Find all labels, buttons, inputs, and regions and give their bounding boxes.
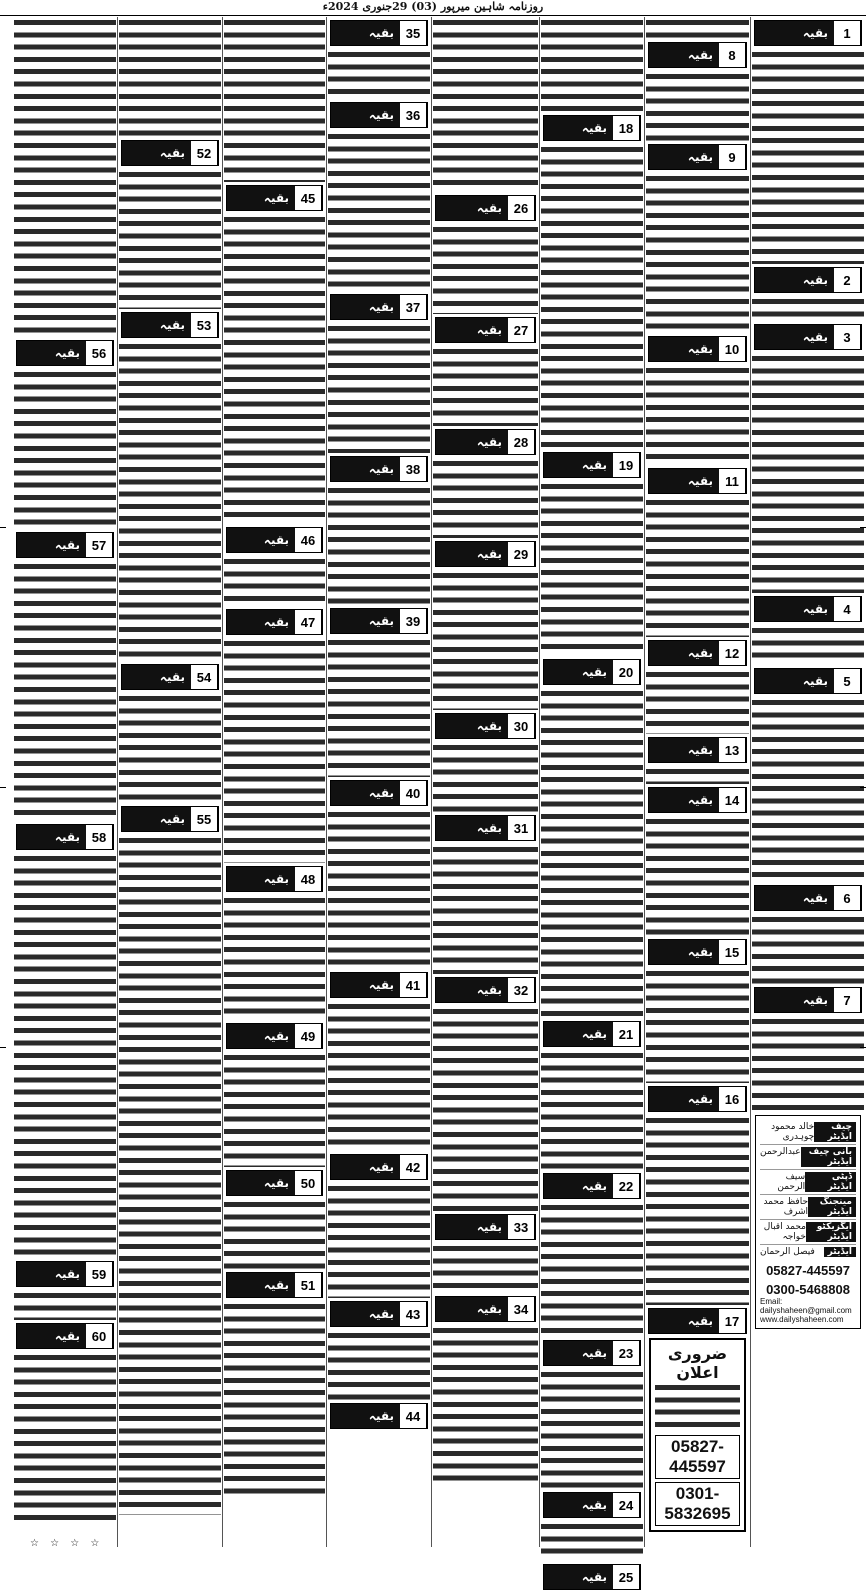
continuation-badge-48: بقیہ 48 — [226, 866, 323, 892]
column-separator — [222, 17, 223, 1547]
article-text — [328, 1330, 430, 1400]
continuation-badge-2: بقیہ 2 — [754, 267, 862, 293]
continuation-badge-47: بقیہ 47 — [226, 609, 323, 635]
article-text — [646, 669, 749, 734]
fold-mark — [0, 787, 6, 788]
continuation-badge-42: بقیہ 42 — [330, 1154, 428, 1180]
article-text — [224, 1199, 325, 1269]
continuation-badge-44: بقیہ 44 — [330, 1403, 428, 1429]
continuation-badge-52: بقیہ 52 — [121, 140, 219, 166]
staff-row: ڈپٹی ایڈیٹر سیف الرحمن — [760, 1169, 856, 1194]
staff-box — [755, 1115, 861, 1329]
column-6 — [224, 17, 325, 1547]
article-text — [119, 341, 221, 661]
continuation-badge-17: بقیہ 17 — [648, 1308, 747, 1334]
continuation-badge-27: بقیہ 27 — [435, 317, 536, 343]
continuation-badge-60: بقیہ 60 — [16, 1323, 114, 1349]
continuation-badge-12: بقیہ 12 — [648, 640, 747, 666]
continuation-badge-1: بقیہ 1 — [754, 20, 862, 46]
article-text — [433, 458, 538, 538]
article-text — [224, 1301, 325, 1501]
article-text — [119, 169, 221, 309]
notice-title: ضروری اعلان — [667, 1344, 728, 1382]
article-text — [328, 637, 430, 777]
staff-row: ایگزیکٹو ایڈیٹر محمد اقبال خواجہ — [760, 1219, 856, 1244]
continuation-badge-16: بقیہ 16 — [648, 1086, 747, 1112]
continuation-badge-53: بقیہ 53 — [121, 312, 219, 338]
column-separator — [326, 17, 327, 1547]
article-text — [646, 497, 749, 637]
continuation-badge-57: بقیہ 57 — [16, 532, 114, 558]
continuation-badge-5: بقیہ 5 — [754, 668, 862, 694]
article-text — [119, 17, 221, 137]
article-text — [752, 625, 864, 665]
column-1 — [752, 17, 864, 1547]
continuation-badge-40: بقیہ 40 — [330, 780, 428, 806]
article-text — [328, 1001, 430, 1151]
continuation-badge-30: بقیہ 30 — [435, 713, 536, 739]
continuation-badge-46: بقیہ 46 — [226, 527, 323, 553]
article-text — [328, 1183, 430, 1298]
fold-mark — [860, 1047, 866, 1048]
article-text — [541, 17, 643, 112]
article-text — [541, 1521, 643, 1561]
continuation-badge-43: بقیہ 43 — [330, 1301, 428, 1327]
notice-text — [655, 1382, 740, 1432]
article-text — [646, 365, 749, 465]
continuation-badge-34: بقیہ 34 — [435, 1296, 536, 1322]
staff-row: بانی چیف ایڈیٹر عبدالرحمن — [760, 1144, 856, 1169]
continuation-badge-55: بقیہ 55 — [121, 806, 219, 832]
continuation-badge-29: بقیہ 29 — [435, 541, 536, 567]
article-text — [752, 49, 864, 264]
continuation-badge-18: بقیہ 18 — [543, 115, 641, 141]
star-ornament: ☆ ☆ ☆ ☆ — [30, 1538, 104, 1549]
article-text — [646, 71, 749, 141]
article-text — [328, 485, 430, 605]
article-text — [646, 766, 749, 784]
staff-row: چیف ایڈیٹر خالد محمود چوہدری — [760, 1120, 856, 1144]
article-text — [328, 49, 430, 99]
article-text — [224, 17, 325, 182]
continuation-badge-23: بقیہ 23 — [543, 1340, 641, 1366]
continuation-badge-59: بقیہ 59 — [16, 1261, 114, 1287]
continuation-badge-38: بقیہ 38 — [330, 456, 428, 482]
article-text — [328, 131, 430, 291]
continuation-badge-22: بقیہ 22 — [543, 1173, 641, 1199]
column-separator — [117, 17, 118, 1547]
column-4 — [433, 17, 538, 1547]
article-text — [433, 570, 538, 710]
rates-text — [752, 1016, 864, 1111]
article-text — [119, 693, 221, 803]
continuation-badge-20: بقیہ 20 — [543, 659, 641, 685]
article-text — [433, 1243, 538, 1293]
article-text — [541, 144, 643, 449]
continuation-badge-24: بقیہ 24 — [543, 1492, 641, 1518]
continuation-badge-6: بقیہ 6 — [754, 885, 862, 911]
continuation-badge-10: بقیہ 10 — [648, 336, 747, 362]
continuation-badge-21: بقیہ 21 — [543, 1021, 641, 1047]
fold-mark — [0, 527, 6, 528]
article-text — [433, 1325, 538, 1485]
article-text — [433, 224, 538, 314]
column-2 — [646, 17, 749, 1547]
article-text — [224, 895, 325, 1020]
continuation-badge-58: بقیہ 58 — [16, 824, 114, 850]
continuation-badge-49: بقیہ 49 — [226, 1023, 323, 1049]
article-text — [433, 1006, 538, 1211]
continuation-badge-19: بقیہ 19 — [543, 452, 641, 478]
article-text — [646, 173, 749, 333]
continuation-badge-51: بقیہ 51 — [226, 1272, 323, 1298]
article-text — [646, 1115, 749, 1305]
article-text — [14, 853, 116, 1258]
article-text — [224, 214, 325, 524]
article-text — [752, 697, 864, 882]
continuation-badge-14: بقیہ 14 — [648, 787, 747, 813]
article-text — [14, 1352, 116, 1527]
continuation-badge-35: بقیہ 35 — [330, 20, 428, 46]
continuation-badge-56: بقیہ 56 — [16, 340, 114, 366]
column-separator — [644, 17, 645, 1547]
fold-mark — [860, 527, 866, 528]
continuation-badge-11: بقیہ 11 — [648, 468, 747, 494]
article-text — [433, 346, 538, 426]
continuation-badge-25: بقیہ 25 — [543, 1564, 641, 1590]
staff-row: ایڈیٹر فیصل الرحمان — [760, 1244, 856, 1259]
article-text — [224, 638, 325, 863]
article-text — [646, 968, 749, 1083]
article-text — [433, 17, 538, 192]
column-3 — [541, 17, 643, 1585]
column-separator — [539, 17, 540, 1547]
column-separator — [431, 17, 432, 1547]
article-text — [328, 809, 430, 969]
continuation-badge-15: بقیہ 15 — [648, 939, 747, 965]
notice-phone-1: 05827-445597 — [655, 1435, 740, 1479]
article-text — [541, 1050, 643, 1170]
column-7 — [119, 17, 221, 1547]
article-text — [433, 844, 538, 974]
masthead: روزنامہ شاہین میرپور (03) 29جنوری 2024ء — [322, 0, 544, 13]
article-text — [541, 1369, 643, 1489]
continuation-badge-8: بقیہ 8 — [648, 42, 747, 68]
continuation-badge-39: بقیہ 39 — [330, 608, 428, 634]
continuation-badge-37: بقیہ 37 — [330, 294, 428, 320]
top-rule — [0, 15, 866, 16]
article-text — [752, 353, 864, 593]
column-8 — [14, 17, 116, 1547]
continuation-badge-32: بقیہ 32 — [435, 977, 536, 1003]
continuation-badge-33: بقیہ 33 — [435, 1214, 536, 1240]
column-5 — [328, 17, 430, 1547]
continuation-badge-9: بقیہ 9 — [648, 144, 747, 170]
continuation-badge-50: بقیہ 50 — [226, 1170, 323, 1196]
article-text — [646, 816, 749, 936]
continuation-badge-36: بقیہ 36 — [330, 102, 428, 128]
continuation-badge-41: بقیہ 41 — [330, 972, 428, 998]
fold-mark — [0, 1047, 6, 1048]
article-text — [541, 481, 643, 656]
article-text — [752, 296, 864, 321]
fold-mark — [860, 787, 866, 788]
continuation-badge-54: بقیہ 54 — [121, 664, 219, 690]
staff-email: Email: dailyshaheen@gmail.com www.dailyshaheen.com — [760, 1297, 852, 1324]
continuation-badge-3: بقیہ 3 — [754, 324, 862, 350]
article-text — [14, 561, 116, 821]
article-text — [119, 835, 221, 1515]
article-text — [224, 1052, 325, 1167]
article-text — [224, 556, 325, 606]
article-text — [752, 914, 864, 984]
continuation-badge-45: بقیہ 45 — [226, 185, 323, 211]
article-text — [433, 742, 538, 812]
staff-phone-2: 0300-5468808 — [766, 1282, 850, 1297]
notice-box — [649, 1338, 746, 1532]
continuation-badge-4: بقیہ 4 — [754, 596, 862, 622]
article-text — [541, 688, 643, 1018]
staff-phone-1: 05827-445597 — [766, 1263, 850, 1278]
column-separator — [750, 17, 751, 1547]
continuation-badge-13: بقیہ 13 — [648, 737, 747, 763]
continuation-badge-31: بقیہ 31 — [435, 815, 536, 841]
article-text — [328, 323, 430, 453]
notice-phone-2: 0301-5832695 — [655, 1482, 740, 1526]
article-text — [14, 369, 116, 529]
continuation-badge-7: بقیہ 7 — [754, 987, 862, 1013]
staff-row: مینجنگ ایڈیٹر حافظ محمد اشرف — [760, 1194, 856, 1219]
continuation-badge-28: بقیہ 28 — [435, 429, 536, 455]
article-text — [646, 17, 749, 39]
article-text — [14, 17, 116, 337]
article-text — [541, 1202, 643, 1337]
article-text — [14, 1290, 116, 1320]
continuation-badge-26: بقیہ 26 — [435, 195, 536, 221]
